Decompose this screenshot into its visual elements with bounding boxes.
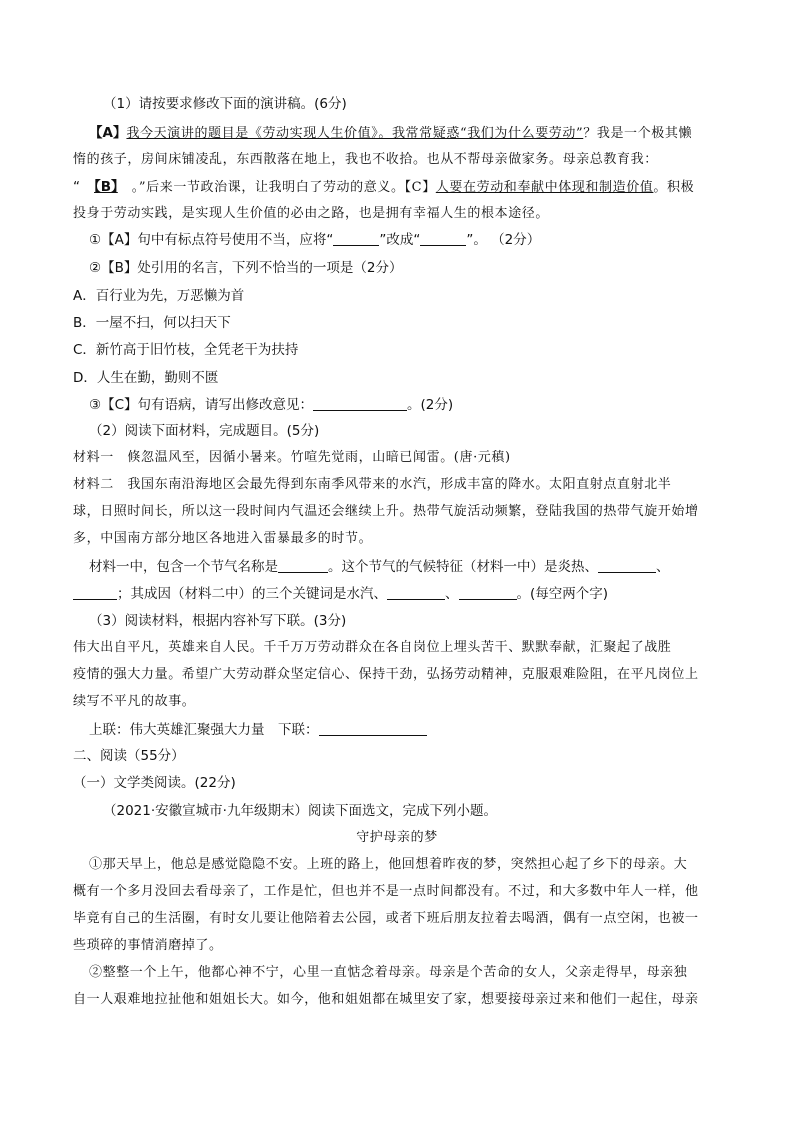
answer-blank[interactable] (278, 558, 328, 573)
answer-blank[interactable] (387, 585, 445, 600)
option-d: D．人生在勤，勤则不匮 (73, 370, 219, 386)
material-2-line-2: 球，日照时间长，所以这一段时间内气温还会继续上升。热带气旋活动频繁，登陆我国的热带气旋开始增 (73, 504, 699, 519)
q1-passage-line-3: “ 【B】 。”后来一节政治课，让我明白了劳动的意义。【C】人要在劳动和奉献中体现和制造价值。积极 (73, 179, 695, 195)
option-c: C．新竹高于旧竹枝，全凭老干为扶持 (73, 342, 299, 358)
couplet-line: 上联：伟大英雄汇聚强大力量 下联： (89, 720, 739, 740)
subsection-title: （一）文学类阅读。(22分) (73, 775, 236, 791)
answer-blank[interactable] (73, 585, 117, 600)
q1-title: （1）请按要求修改下面的演讲稿。(6分) (103, 96, 347, 112)
story-para-1-line-4: 些琐碎的事情消磨掉了。 (73, 938, 223, 953)
q1-sub2: ②【B】处引用的名言，下列不恰当的一项是（2分） (89, 260, 403, 276)
q1-sub3: ③【C】句有语病，请写出修改意见： 。(2分) (89, 397, 454, 413)
marker-b: 【B】 (94, 179, 118, 195)
q3-text-line-3: 续写不平凡的故事。 (73, 694, 196, 709)
option-b: B．一屋不扫，何以扫天下 (73, 315, 231, 331)
sentence-c: 人要在劳动和奉献中体现和制造价值 (435, 180, 654, 195)
q1-passage-line-2: 惰的孩子，房间床铺凌乱，东西散落在地上，我也不收拾。也从不帮母亲做家务。母亲总教育我： (73, 152, 658, 167)
story-title: 守护母亲的梦 (356, 830, 438, 845)
marker-a: 【A】 (89, 125, 127, 141)
q3-text-line-1: 伟大出自平凡，英雄来自人民。千千万万劳动群众在各自岗位上埋头苦干、默默奉献，汇聚起了战胜 (73, 640, 672, 655)
material-2-line-3: 多，中国南方部分地区各地进入雷暴最多的时节。 (73, 531, 373, 546)
story-para-2-line-2: 自一人艰难地拉扯他和姐姐长大。如今，他和姐姐都在城里安了家，想要接母亲过来和他们一起住，母亲 (73, 992, 699, 1007)
answer-blank[interactable] (420, 231, 466, 246)
story-para-2-line-1: ②整整一个上午，他都心神不宁，心里一直惦念着母亲。母亲是个苦命的女人，父亲走得早，母亲独 (89, 965, 688, 980)
q2-answer-line-1: 材料一中，包含一个节气名称是 。这个节气的气候特征（材料一中）是炎热、 、 (89, 559, 670, 575)
q3-text-line-2: 疫情的强大力量。希望广大劳动群众坚定信心、保持干劲，弘扬劳动精神，克服艰难险阻，在平凡岗位上 (73, 667, 699, 682)
q1-sub1: ①【A】句中有标点符号使用不当，应将“ ”改成“ ”。 （2分） (89, 232, 541, 248)
answer-blank[interactable] (319, 721, 427, 736)
q1-passage-line-4: 投身于劳动实践，是实现人生价值的必由之路，也是拥有幸福人生的根本途径。 (73, 206, 550, 221)
story-para-1-line-2: 概有一个多月没回去看母亲了，工作是忙，但也并不是一点时间都没有。不过，和大多数中年人一样，他 (73, 884, 699, 899)
section-title: 二、阅读（55分） (73, 748, 185, 764)
story-para-1-line-1: ①那天早上，他总是感觉隐隐不安。上班的路上，他回想着昨夜的梦，突然担心起了乡下的母亲。大 (89, 857, 688, 872)
answer-blank[interactable] (598, 558, 656, 573)
answer-blank[interactable] (459, 585, 517, 600)
source-note: （2021·安徽宣城市·九年级期末）阅读下面选文，完成下列小题。 (103, 803, 497, 819)
answer-blank[interactable] (313, 396, 407, 411)
q3-title: （3）阅读材料，根据内容补写下联。(3分) (89, 613, 347, 629)
q1-passage-line-1: 【A】我今天演讲的题目是《劳动实现人生价值》。我常常疑惑“我们为什么要劳动”？我是一个极其懒 (89, 125, 693, 141)
material-2-line-1: 材料二 我国东南沿海地区会最先得到东南季风带来的水汽，形成丰富的降水。太阳直射点直射北半 (73, 477, 672, 492)
answer-blank[interactable] (333, 231, 379, 246)
story-para-1-line-3: 毕竟有自己的生活圈，有时女儿要让他陪着去公园，或者下班后朋友拉着去喝酒，偶有一点空闲，也被一 (73, 911, 699, 926)
q2-answer-line-2: ；其成因（材料二中）的三个关键词是水汽、 、 。(每空两个字) (73, 584, 723, 604)
q2-title: （2）阅读下面材料，完成题目。(5分) (89, 423, 320, 439)
sentence-a: 我今天演讲的题目是《劳动实现人生价值》。我常常疑惑“我们为什么要劳动” (126, 126, 584, 141)
material-1: 材料一 倏忽温风至，因循小暑来。竹喧先觉雨，山暗已闻雷。(唐·元稹) (73, 450, 511, 465)
option-a: A．百行业为先，万恶懒为首 (73, 288, 245, 304)
